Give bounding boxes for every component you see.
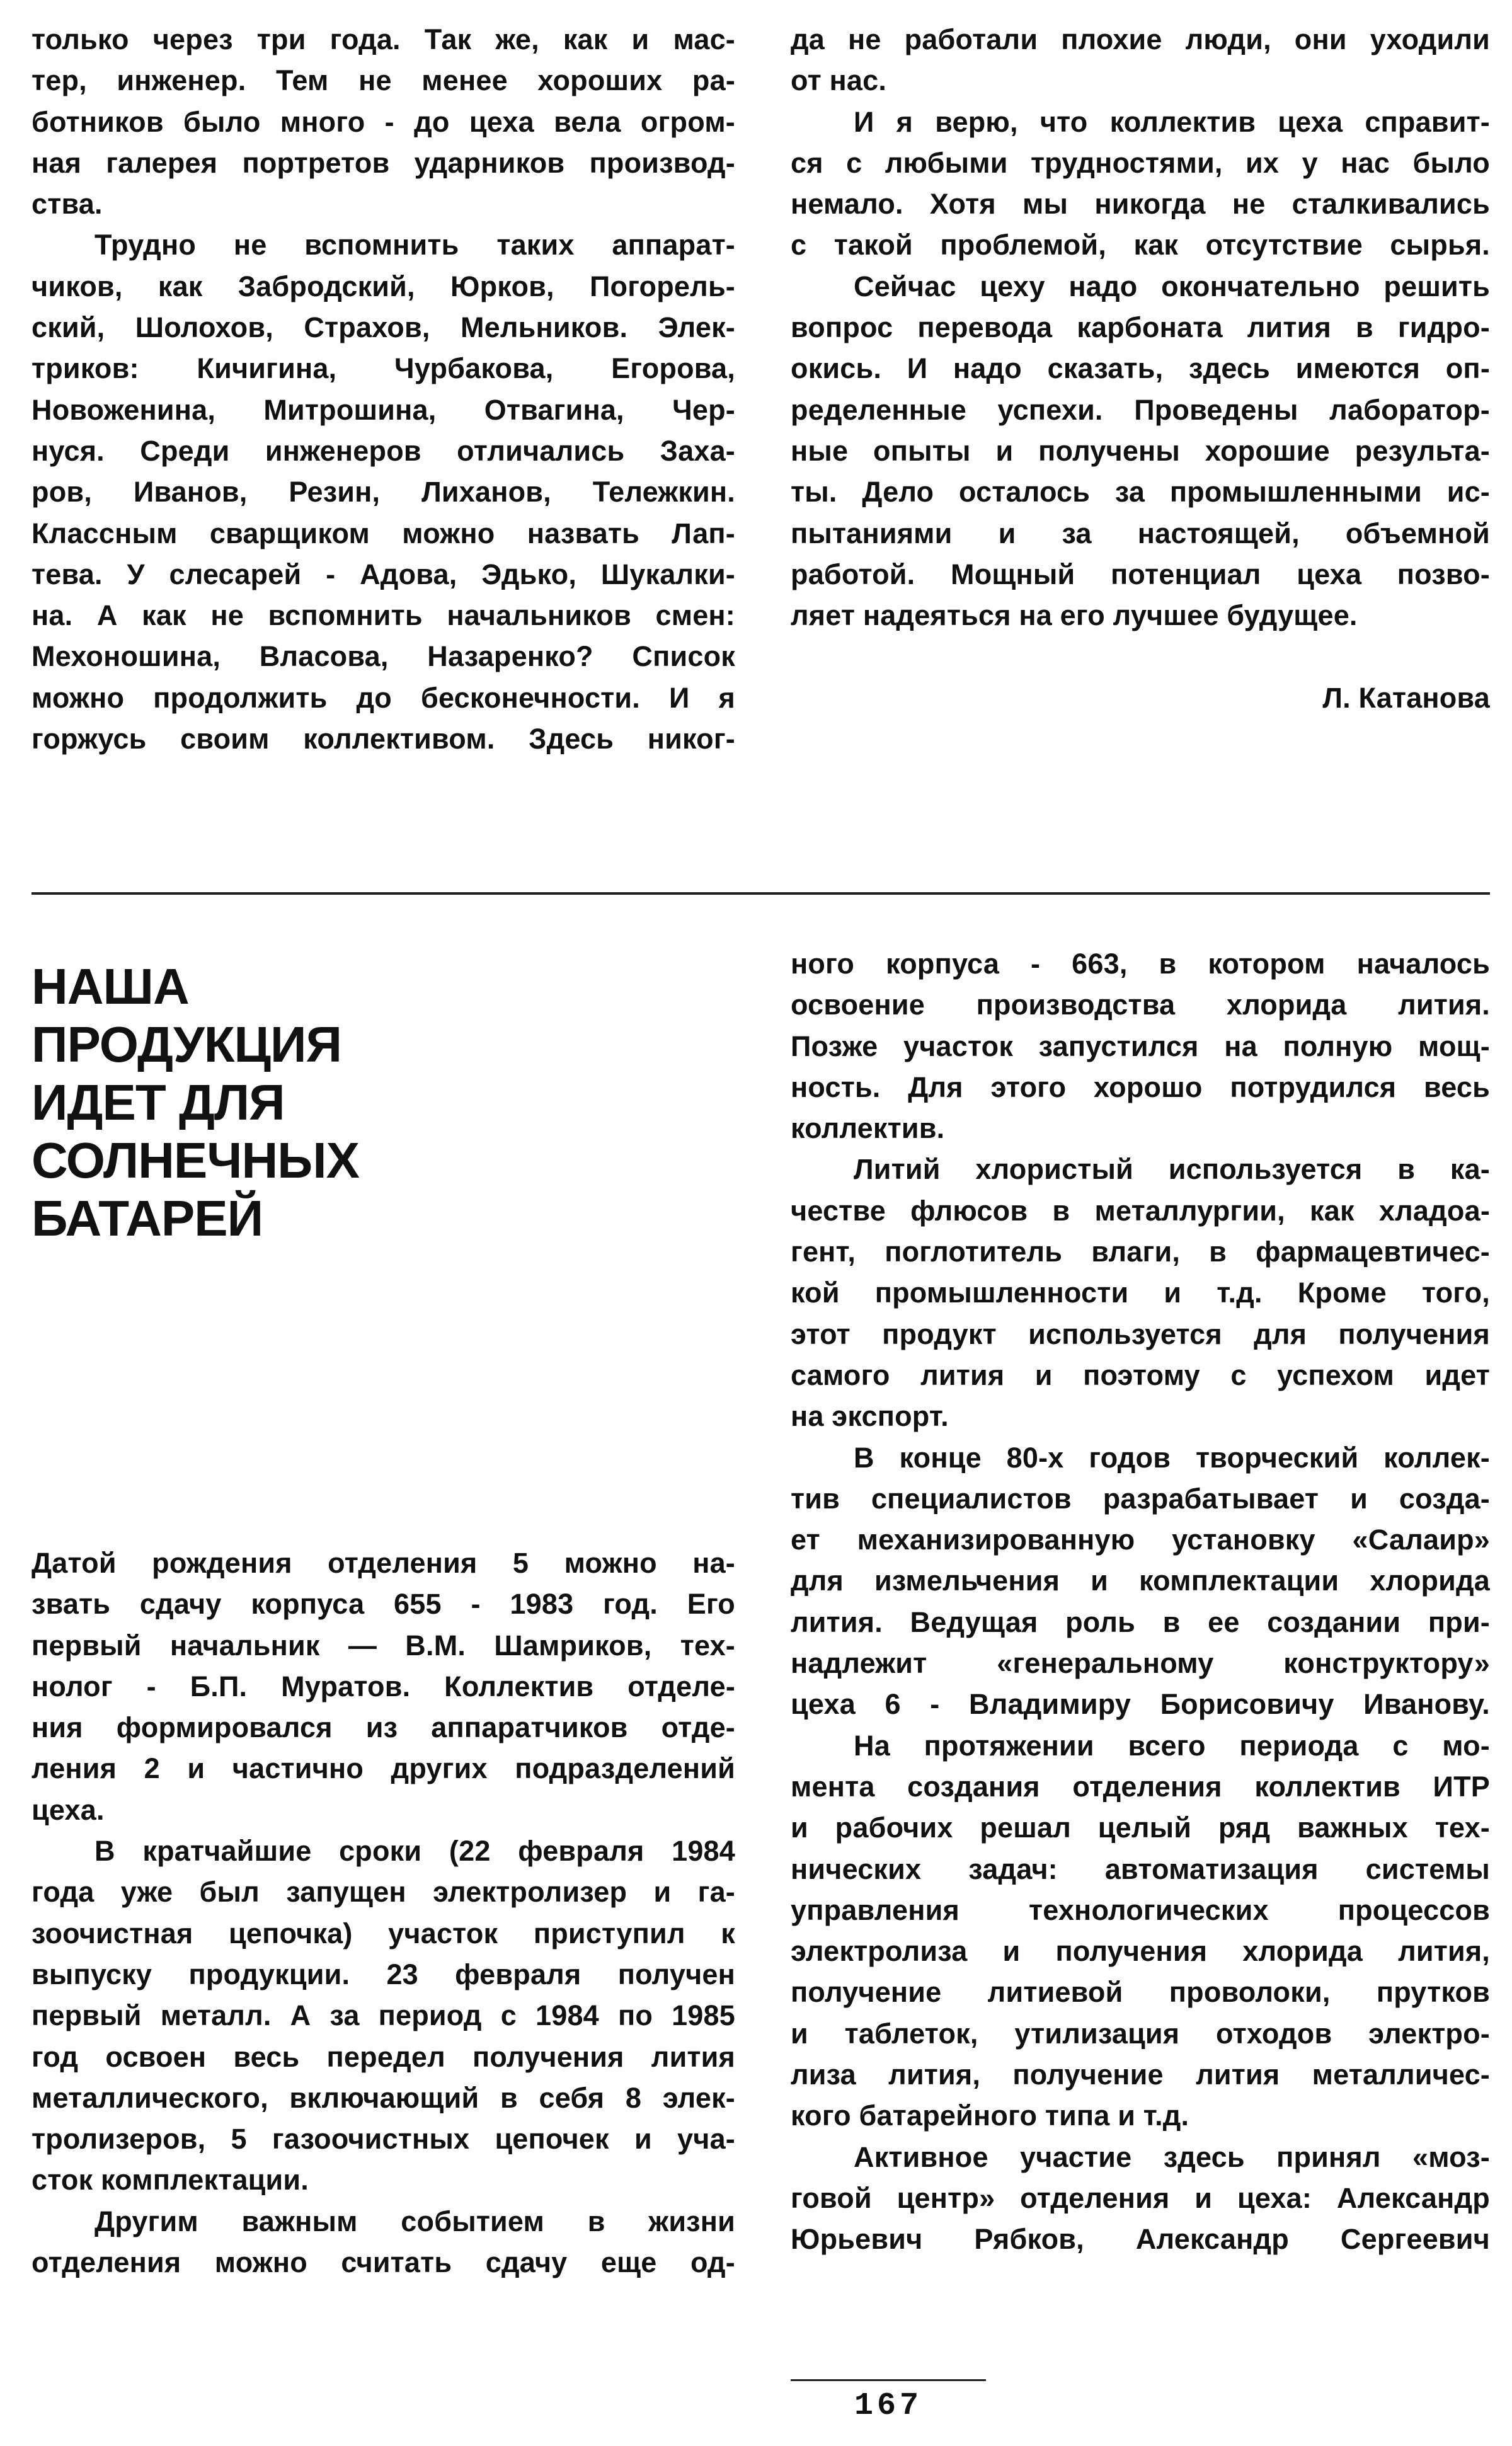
text-line: ределенные успехи. Проведены лаборатор-	[791, 393, 1490, 426]
text-line: тева. У слесарей - Адова, Эдько, Шукалки-	[32, 558, 735, 590]
article-continuation-right-column	[791, 19, 1490, 718]
author-signature: Л. Катанова	[1322, 681, 1490, 714]
text-line: самого лития и поэтому с успехом идет	[791, 1358, 1490, 1391]
text-line: вопрос перевода карбоната лития в гидро-	[791, 311, 1490, 344]
text-line: ность. Для этого хорошо потрудился весь	[791, 1071, 1490, 1103]
text-line: для измельчения и комплектации хлорида	[791, 1565, 1490, 1597]
text-line: мента создания отделения коллектив ИТР	[791, 1770, 1490, 1803]
text-line: ные опыты и получены хорошие результа-	[791, 434, 1490, 467]
article-right-column	[791, 943, 1490, 2260]
text-line: ботников было много - до цеха вела огром-	[32, 105, 735, 138]
text-line: работой. Мощный потенциал цеха позво-	[791, 558, 1490, 590]
text-line: ся с любыми трудностями, их у нас было	[791, 146, 1490, 179]
text-line: ет механизированную установку «Салаир»	[791, 1524, 1490, 1556]
text-line: надлежит «генеральному конструктору»	[791, 1647, 1490, 1680]
headline-line: ПРОДУКЦИЯ	[32, 1016, 341, 1072]
text-line: ляет надеяться на его лучшее будущее.	[791, 599, 1358, 632]
text-line: первый металл. А за период с 1984 по 1985	[32, 1999, 735, 2032]
text-line: тролизеров, 5 газоочистных цепочек и уча-	[32, 2123, 735, 2156]
text-line: металлического, включающий в себя 8 элек-	[32, 2081, 735, 2114]
article-left-column	[32, 1542, 735, 2283]
text-line: и рабочих решал целый ряд важных тех-	[791, 1812, 1490, 1844]
text-line: Литий хлористый используется в ка-	[854, 1153, 1490, 1186]
text-line: немало. Хотя мы никогда не сталкивались	[791, 188, 1490, 221]
text-line: В кратчайшие сроки (22 февраля 1984	[94, 1835, 735, 1868]
page-number: 167	[854, 2388, 922, 2424]
text-line: Юрьевич Рябков, Александр Сергеевич	[791, 2223, 1490, 2256]
text-line: первый начальник — В.М. Шамриков, тех-	[32, 1629, 735, 1662]
text-line: коллектив.	[791, 1112, 945, 1145]
text-line: говой центр» отделения и цеха: Александр	[791, 2181, 1490, 2214]
text-line: Классным сварщиком можно назвать Лап-	[32, 517, 735, 549]
article-continuation-left-column	[32, 19, 735, 759]
text-line: честве флюсов в металлургии, как хладоа-	[791, 1194, 1490, 1227]
text-line: нолог - Б.П. Муратов. Коллектив отделе-	[32, 1670, 735, 1702]
headline-line: СОЛНЕЧНЫХ	[32, 1132, 359, 1188]
text-line: года уже был запущен электролизер и га-	[32, 1876, 735, 1909]
text-line: Датой рождения отделения 5 можно на-	[32, 1547, 735, 1579]
text-line: ров, Иванов, Резин, Лиханов, Тележкин.	[32, 476, 735, 508]
text-line: электролиза и получения хлорида лития,	[791, 1935, 1490, 1968]
text-line: Сейчас цеху надо окончательно решить	[854, 270, 1490, 302]
section-divider	[32, 892, 1490, 895]
text-line: получение литиевой проволоки, прутков	[791, 1976, 1490, 2009]
text-line: звать сдачу корпуса 655 - 1983 год. Его	[32, 1588, 735, 1621]
text-line: Новоженина, Митрошина, Отвагина, Чер-	[32, 393, 735, 426]
text-line: с такой проблемой, как отсутствие сырья.	[791, 229, 1490, 261]
text-line: чиков, как Забродский, Юрков, Погорель-	[32, 270, 735, 302]
article-headline	[32, 958, 724, 1248]
text-line: гент, поглотитель влаги, в фармацевтичес-	[791, 1236, 1490, 1268]
text-line: год освоен весь передел получения лития	[32, 2040, 735, 2073]
text-line: тив специалистов разрабатывает и созда-	[791, 1482, 1490, 1515]
text-line: можно продолжить до бесконечности. И я	[32, 681, 735, 714]
text-line: кого батарейного типа и т.д.	[791, 2099, 1189, 2132]
text-line: ства.	[32, 188, 103, 221]
text-line: тер, инженер. Тем не менее хороших ра-	[32, 64, 735, 97]
text-line: от нас.	[791, 64, 887, 97]
text-line: ного корпуса - 663, в котором началось	[791, 948, 1490, 980]
text-line: нических задач: автоматизация системы	[791, 1852, 1490, 1885]
text-line: выпуску продукции. 23 февраля получен	[32, 1958, 735, 1990]
page-number-rule	[791, 2379, 986, 2381]
text-line: отделения можно считать сдачу еще од-	[32, 2246, 735, 2279]
text-line: зоочистная цепочка) участок приступил к	[32, 1917, 735, 1949]
text-line: ты. Дело осталось за промышленными ис-	[791, 476, 1490, 508]
text-line: да не работали плохие люди, они уходили	[791, 23, 1490, 55]
text-line: сток комплектации.	[32, 2164, 309, 2196]
text-line: В конце 80-х годов творческий коллек-	[854, 1441, 1490, 1474]
text-line: ния формировался из аппаратчиков отде-	[32, 1711, 735, 1744]
text-line: окись. И надо сказать, здесь имеются оп-	[791, 352, 1490, 385]
headline-line: БАТАРЕЙ	[32, 1190, 263, 1246]
text-line: только через три года. Так же, как и мас-	[32, 23, 735, 55]
text-line: пытаниями и за настоящей, объемной	[791, 517, 1490, 549]
text-line: горжусь своим коллективом. Здесь никог-	[32, 723, 735, 755]
text-line: на. А как не вспомнить начальников смен:	[32, 599, 735, 632]
text-line: Трудно не вспомнить таких аппарат-	[94, 229, 735, 261]
headline-line: НАША	[32, 958, 189, 1014]
text-line: На протяжении всего периода с мо-	[854, 1729, 1490, 1762]
text-line: на экспорт.	[791, 1400, 949, 1433]
spacer	[791, 636, 1490, 677]
text-line: ский, Шолохов, Страхов, Мельников. Элек-	[32, 311, 735, 344]
text-line: ная галерея портретов ударников производ-	[32, 146, 735, 179]
headline-line: ИДЕТ ДЛЯ	[32, 1074, 285, 1130]
text-line: цеха 6 - Владимиру Борисовичу Иванову.	[791, 1688, 1490, 1721]
text-line: Активное участие здесь принял «моз-	[854, 2140, 1490, 2173]
text-line: цеха.	[32, 1793, 105, 1826]
text-line: кой промышленности и т.д. Кроме того,	[791, 1277, 1490, 1309]
text-line: Мехоношина, Власова, Назаренко? Список	[32, 640, 735, 673]
text-line: триков: Кичигина, Чурбакова, Егорова,	[32, 352, 735, 385]
text-line: нуся. Среди инженеров отличались Заха-	[32, 434, 735, 467]
text-line: лиза лития, получение лития металличес-	[791, 2058, 1490, 2091]
text-line: Позже участок запустился на полную мощ-	[791, 1030, 1490, 1062]
text-line: этот продукт используется для получения	[791, 1318, 1490, 1350]
text-line: освоение производства хлорида лития.	[791, 989, 1490, 1021]
text-line: ления 2 и частично других подразделений	[32, 1752, 735, 1785]
text-line: лития. Ведущая роль в ее создании при-	[791, 1605, 1490, 1638]
text-line: управления технологических процессов	[791, 1893, 1490, 1926]
text-line: Другим важным событием в жизни	[94, 2205, 735, 2237]
text-line: и таблеток, утилизация отходов электро-	[791, 2017, 1490, 2050]
text-line: И я верю, что коллектив цеха справит-	[854, 105, 1490, 138]
